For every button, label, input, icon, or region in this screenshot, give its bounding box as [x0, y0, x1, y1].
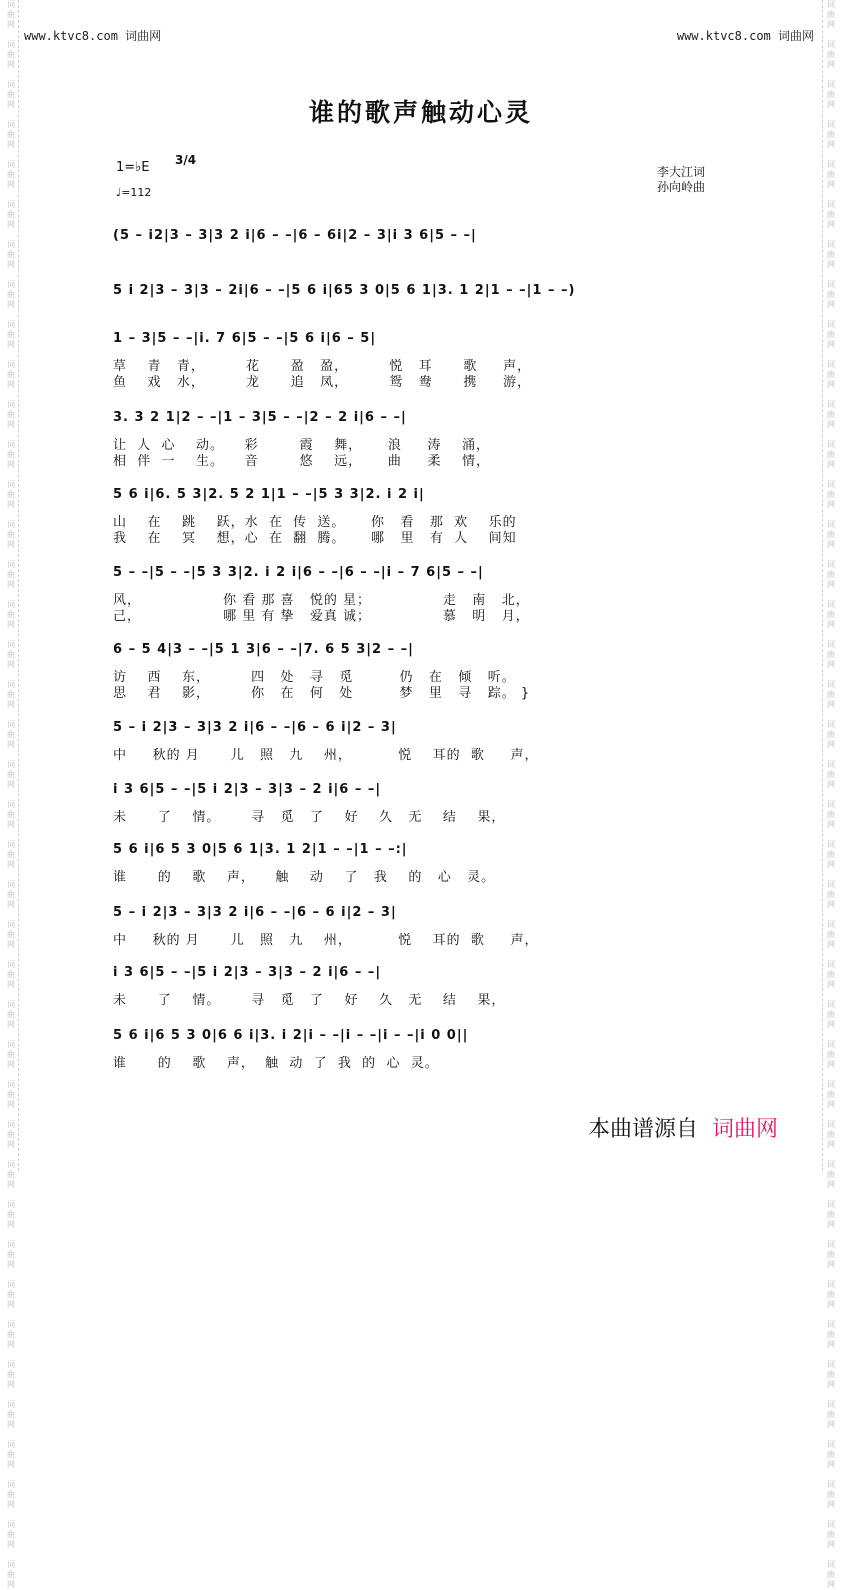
score-line-notes: i 3 6|5 – –|5 i 2|3 – 3|3 – 2 i|6 – –|	[113, 782, 382, 797]
score-line-lyrics: 思 君 影， 你 在 何 处 梦 里 寻 踪。 }	[113, 686, 531, 701]
score-line-lyrics: 草 青 青， 花 盈 盈， 悦 耳 歌 声，	[113, 359, 532, 374]
score-line-lyrics: 让 人 心 动。 彩 霞 舞， 浪 涛 涌，	[113, 438, 491, 453]
source-label: 本曲谱源自	[588, 1117, 699, 1142]
score-line-lyrics: 山 在 跳 跃，水 在 传 送。 你 看 那 欢 乐的	[113, 515, 517, 530]
right-watermark-strip: 词 曲 网 词 曲 网 词 曲 网 词 曲 网 词 曲 网 词 曲 网 词 曲 网 词 曲 网 词 曲 网 词 曲 网 词 曲 网 词 曲 网 词 曲 网 词 曲 网 词 曲 网 词 曲 网 词 曲 网 词 曲 网 词 曲 网 词 曲 网 词 曲 网 词 曲 网 词 曲 网 词 曲 网 词 曲 网 词 曲 网 词 曲 网 词 曲 网 词 曲 网 词 曲 网 词 曲 网 词 曲 网 词 曲 网 词 曲 网 词 曲 网 词 曲 网 词 曲 网 词 曲 网 词 曲 网 词 曲 网	[824, 0, 838, 1171]
header-url-left[interactable]: www.ktvc8.com 词曲网	[24, 29, 162, 43]
score-line-notes: 5 6 i|6 5 3 0|5 6 1|3. 1 2|1 – –|1 – –:|	[113, 842, 408, 857]
score-line-lyrics: 中 秋的 月 儿 照 九 州， 悦 耳的 歌 声，	[113, 933, 539, 948]
time-signature: 3/4	[175, 153, 197, 167]
score-line-notes: i 3 6|5 – –|5 i 2|3 – 3|3 – 2 i|6 – –|	[113, 965, 382, 980]
score-line-notes: (5 – i2|3 – 3|3 2 i|6 – –|6 – 6i|2 – 3|i 3 6|5 – –|	[113, 228, 477, 243]
source-credit[interactable]	[588, 1112, 778, 1143]
source-brand[interactable]: 词曲网	[712, 1117, 779, 1142]
song-title: 谁的歌声触动心灵	[308, 98, 533, 127]
score-line-lyrics: 己， 哪 里 有 挚 爱真 诚； 慕 明 月，	[113, 609, 530, 624]
tempo-marking: ♩=112	[116, 186, 152, 199]
score-line-lyrics: 相 伴 一 生。 音 悠 远， 曲 柔 情，	[113, 454, 491, 469]
score-line-lyrics: 风， 你 看 那 喜 悦的 星； 走 南 北，	[113, 593, 530, 608]
score-line-notes: 6 – 5 4|3 – –|5 1 3|6 – –|7. 6 5 3|2 – –|	[113, 642, 414, 657]
left-watermark-strip: 词 曲 网 词 曲 网 词 曲 网 词 曲 网 词 曲 网 词 曲 网 词 曲 网 词 曲 网 词 曲 网 词 曲 网 词 曲 网 词 曲 网 词 曲 网 词 曲 网 词 曲 网 词 曲 网 词 曲 网 词 曲 网 词 曲 网 词 曲 网 词 曲 网 词 曲 网 词 曲 网 词 曲 网 词 曲 网 词 曲 网 词 曲 网 词 曲 网 词 曲 网 词 曲 网 词 曲 网 词 曲 网 词 曲 网 词 曲 网 词 曲 网 词 曲 网 词 曲 网 词 曲 网 词 曲 网 词 曲 网	[4, 0, 18, 1171]
score-line-lyrics: 中 秋的 月 儿 照 九 州， 悦 耳的 歌 声，	[113, 748, 539, 763]
score-line-notes: 3. 3 2 1|2 – –|1 – 3|5 – –|2 – 2 i|6 – –|	[113, 410, 407, 425]
score-line-lyrics: 未 了 情。 寻 觅 了 好 久 无 结 果，	[113, 993, 506, 1008]
key-signature: 1=♭E	[116, 160, 150, 175]
score-line-lyrics: 谁 的 歌 声， 触 动 了 我 的 心 灵。	[113, 870, 496, 885]
score-line-notes: 1 – 3|5 – –|i. 7 6|5 – –|5 6 i|6 – 5|	[113, 331, 377, 346]
score-line-notes: 5 – i 2|3 – 3|3 2 i|6 – –|6 – 6 i|2 – 3|	[113, 905, 397, 920]
lyricist-credit: 李大江词	[657, 165, 706, 179]
score-line-lyrics: 未 了 情。 寻 觅 了 好 久 无 结 果，	[113, 810, 506, 825]
score-line-lyrics: 谁 的 歌 声， 触 动 了 我 的 心 灵。	[113, 1056, 439, 1071]
score-line-lyrics: 访 西 东， 四 处 寻 觅 仍 在 倾 听。	[113, 670, 516, 685]
header-url-right[interactable]: www.ktvc8.com 词曲网	[676, 29, 814, 43]
score-line-lyrics: 鱼 戏 水， 龙 追 凤， 鸳 鸯 携 游，	[113, 375, 532, 390]
composer-credit: 孙向岭曲	[657, 180, 706, 194]
score-line-notes: 5 – i 2|3 – 3|3 2 i|6 – –|6 – 6 i|2 – 3|	[113, 720, 397, 735]
score-line-notes: 5 6 i|6 5 3 0|6 6 i|3. i 2|i – –|i – –|i – –|i 0 0||	[113, 1028, 469, 1043]
score-line-lyrics: 我 在 冥 想，心 在 翻 腾。 哪 里 有 人 间知	[113, 531, 517, 546]
score-line-notes: 5 – –|5 – –|5 3 3|2. i 2 i|6 – –|6 – –|i – 7 6|5 – –|	[113, 565, 484, 580]
score-line-notes: 5 i 2|3 – 3|3 – 2i|6 – –|5 6 i|65 3 0|5 6 1|3. 1 2|1 – –|1 – –)	[113, 283, 576, 298]
score-line-notes: 5 6 i|6. 5 3|2. 5 2 1|1 – –|5 3 3|2. i 2 i|	[113, 487, 425, 502]
